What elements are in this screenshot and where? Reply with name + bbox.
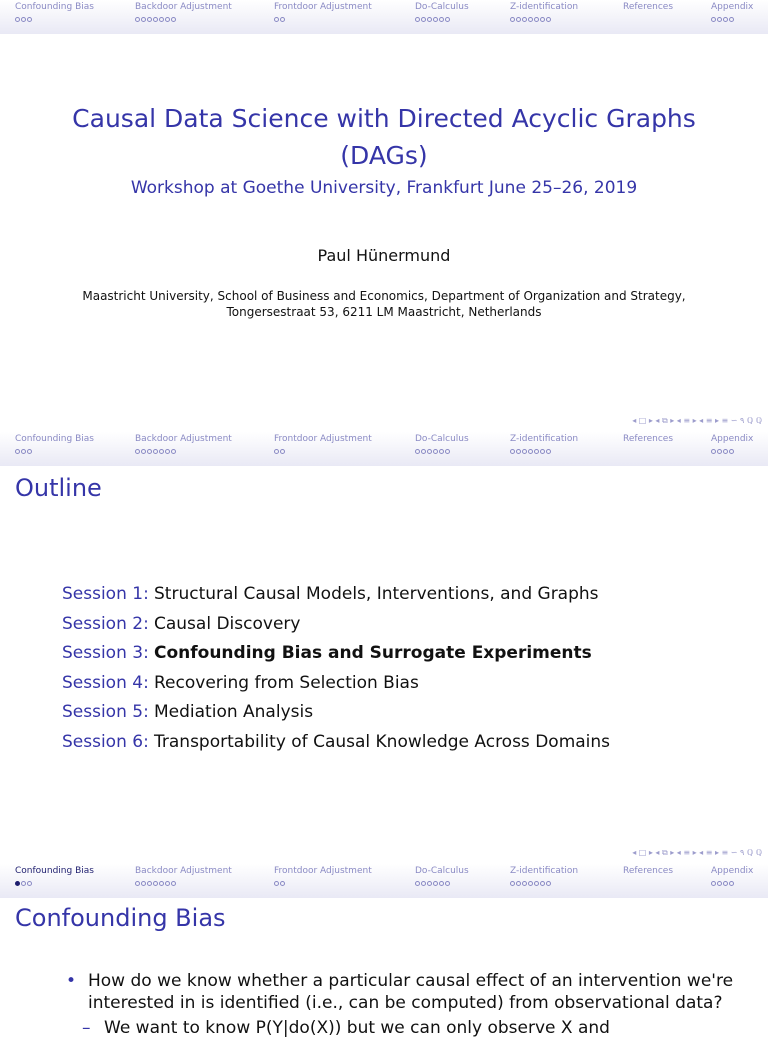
frame-dot-icon[interactable] — [510, 881, 515, 886]
frame-dot-icon[interactable] — [135, 17, 140, 22]
nav-frame-dots[interactable] — [510, 878, 578, 889]
slide-confounding-bias — [0, 864, 768, 1038]
frame-dot-icon[interactable] — [135, 449, 140, 454]
nav-section-frontdoor-adjustment[interactable] — [274, 2, 372, 25]
nav-section-label: References — [623, 2, 674, 12]
nav-section-backdoor-adjustment[interactable] — [135, 866, 232, 889]
frame-dot-icon[interactable] — [534, 449, 539, 454]
frame-dot-icon[interactable] — [546, 449, 551, 454]
slide-title-page — [0, 0, 768, 432]
session-description: Mediation Analysis — [154, 702, 314, 723]
frame-title: Confounding Bias — [15, 904, 226, 932]
frame-dot-icon[interactable] — [421, 17, 426, 22]
frame-dot-icon[interactable] — [433, 17, 438, 22]
nav-section-appendix[interactable] — [711, 434, 753, 457]
nav-section-references[interactable] — [623, 866, 673, 878]
affiliation-line-1: Maastricht University, School of Business and Economics, Department of Organization and Strategy, — [82, 289, 686, 303]
nav-section-confounding-bias[interactable] — [15, 434, 94, 457]
frame-dot-icon[interactable] — [510, 449, 515, 454]
frame-dot-icon[interactable] — [540, 449, 545, 454]
nav-frame-dots[interactable] — [510, 446, 578, 457]
frame-dot-icon[interactable] — [165, 17, 170, 22]
frame-dot-icon[interactable] — [27, 17, 32, 22]
session-description: Transportability of Causal Knowledge Across Domains — [154, 731, 611, 752]
frame-dot-icon[interactable] — [153, 17, 158, 22]
beamer-navigation-controls[interactable]: ◂ □ ▸ ◂ ⧉ ▸ ◂ ≡ ▸ ◂ ≡ ▸ ≡ ∽ ۹ ℚ ℚ — [632, 416, 762, 425]
frame-dot-icon[interactable] — [723, 881, 728, 886]
frame-dot-icon[interactable] — [280, 17, 285, 22]
nav-section-label: Z-identification — [510, 866, 579, 876]
frame-dot-icon[interactable] — [717, 17, 722, 22]
frame-dot-icon[interactable] — [171, 17, 176, 22]
frame-dot-icon[interactable] — [421, 449, 426, 454]
frame-dot-icon[interactable] — [15, 17, 20, 22]
frame-dot-icon[interactable] — [135, 881, 140, 886]
bullet-item — [66, 970, 746, 1014]
nav-section-label: Confounding Bias — [15, 866, 94, 876]
title-line-2: (DAGs) — [340, 141, 428, 170]
nav-section-confounding-bias[interactable] — [15, 2, 94, 25]
sub-bullet-text: We want to know P(Y|do(X)) but we can only observe X and — [104, 1018, 610, 1038]
nav-section-do-calculus[interactable] — [415, 2, 469, 25]
frame-dot-icon[interactable] — [141, 881, 146, 886]
nav-section-label: Confounding Bias — [15, 2, 94, 12]
nav-section-backdoor-adjustment[interactable] — [135, 434, 232, 457]
frame-dot-icon[interactable] — [445, 17, 450, 22]
nav-section-label: Appendix — [711, 866, 754, 876]
nav-section-do-calculus[interactable] — [415, 434, 469, 457]
frame-dot-icon[interactable] — [433, 881, 438, 886]
frame-dot-icon[interactable] — [528, 881, 533, 886]
frame-dot-icon[interactable] — [421, 881, 426, 886]
frame-dot-icon[interactable] — [711, 449, 716, 454]
nav-frame-dots[interactable] — [15, 14, 94, 25]
session-label: Session 4: — [62, 672, 149, 693]
session-description: Recovering from Selection Bias — [154, 672, 419, 693]
frame-dot-icon[interactable] — [522, 449, 527, 454]
nav-section-references[interactable] — [623, 2, 673, 14]
frame-dot-icon[interactable] — [540, 17, 545, 22]
bullet-icon: • — [66, 971, 77, 991]
nav-frame-dots[interactable] — [711, 878, 753, 889]
session-description: Confounding Bias and Surrogate Experiments — [154, 643, 592, 664]
nav-frame-dots[interactable] — [15, 446, 94, 457]
nav-frame-dots[interactable] — [415, 14, 469, 25]
nav-section-label: Do-Calculus — [415, 866, 469, 876]
nav-section-label: Confounding Bias — [15, 434, 94, 444]
nav-section-z-identification[interactable] — [510, 434, 578, 457]
frame-dot-icon[interactable] — [516, 17, 521, 22]
frame-dot-icon[interactable] — [729, 17, 734, 22]
nav-frame-dots[interactable] — [711, 446, 753, 457]
frame-dot-icon[interactable] — [528, 449, 533, 454]
session-description: Causal Discovery — [154, 613, 301, 634]
frame-dot-icon[interactable] — [546, 881, 551, 886]
outline-session-item — [62, 639, 610, 669]
frame-dot-icon[interactable] — [165, 449, 170, 454]
frame-dot-icon[interactable] — [427, 881, 432, 886]
nav-frame-dots[interactable] — [415, 878, 469, 889]
nav-section-label: Backdoor Adjustment — [135, 866, 232, 876]
frame-dot-icon[interactable] — [540, 881, 545, 886]
nav-section-frontdoor-adjustment[interactable] — [274, 434, 372, 457]
frame-dot-icon[interactable] — [147, 449, 152, 454]
session-outline-list — [62, 580, 610, 758]
sub-bullet-item — [66, 1017, 746, 1039]
frame-dot-icon[interactable] — [711, 881, 716, 886]
frame-dot-icon[interactable] — [427, 17, 432, 22]
nav-section-label: Backdoor Adjustment — [135, 2, 232, 12]
nav-frame-dots[interactable] — [135, 446, 232, 457]
frame-dot-icon[interactable] — [165, 881, 170, 886]
frame-dot-icon[interactable] — [415, 17, 420, 22]
nav-section-backdoor-adjustment[interactable] — [135, 2, 232, 25]
nav-frame-dots[interactable] — [274, 878, 372, 889]
session-label: Session 5: — [62, 702, 149, 723]
nav-section-references[interactable] — [623, 434, 673, 446]
frame-dot-icon[interactable] — [159, 881, 164, 886]
nav-section-label: Backdoor Adjustment — [135, 434, 232, 444]
session-label: Session 1: — [62, 584, 149, 604]
slide-outline — [0, 432, 768, 864]
frame-dot-icon[interactable] — [717, 881, 722, 886]
frame-dot-icon[interactable] — [21, 17, 26, 22]
presentation-subtitle: Workshop at Goethe University, Frankfurt June 25–26, 2019 — [130, 178, 638, 198]
frame-dot-icon[interactable] — [439, 449, 444, 454]
frame-dot-icon[interactable] — [546, 17, 551, 22]
title-line-1: Causal Data Science with Directed Acyclic Graphs — [72, 104, 696, 133]
presentation-title — [60, 100, 708, 174]
frame-dot-icon[interactable] — [147, 881, 152, 886]
session-label: Session 2: — [62, 613, 149, 634]
frame-dot-icon[interactable] — [15, 449, 20, 454]
author-name: Paul Hünermund — [317, 246, 451, 265]
nav-frame-dots[interactable] — [274, 14, 372, 25]
nav-frame-dots[interactable] — [135, 14, 232, 25]
nav-section-do-calculus[interactable] — [415, 866, 469, 889]
frame-dot-icon[interactable] — [280, 881, 285, 886]
dash-icon: – — [82, 1018, 91, 1038]
frame-dot-icon[interactable] — [717, 449, 722, 454]
nav-section-label: References — [623, 434, 674, 444]
outline-session-item — [62, 610, 610, 640]
nav-frame-dots[interactable] — [415, 446, 469, 457]
frame-dot-icon[interactable] — [522, 881, 527, 886]
frame-dot-icon[interactable] — [159, 449, 164, 454]
frame-dot-icon[interactable] — [274, 881, 279, 886]
section-navigation-bar — [0, 0, 768, 34]
session-label: Session 3: — [62, 643, 149, 664]
frame-dot-icon[interactable] — [415, 881, 420, 886]
frame-dot-icon[interactable] — [729, 881, 734, 886]
nav-section-label: Do-Calculus — [415, 434, 469, 444]
nav-frame-dots[interactable] — [711, 14, 753, 25]
frame-dot-icon[interactable] — [522, 17, 527, 22]
outline-session-item — [62, 669, 610, 699]
frame-dot-icon[interactable] — [445, 881, 450, 886]
nav-section-label: Frontdoor Adjustment — [274, 2, 372, 12]
frame-dot-icon[interactable] — [729, 449, 734, 454]
nav-section-label: Appendix — [711, 434, 754, 444]
frame-dot-icon[interactable] — [439, 881, 444, 886]
frame-dot-icon[interactable] — [141, 449, 146, 454]
frame-dot-icon[interactable] — [21, 449, 26, 454]
nav-frame-dots[interactable] — [15, 878, 94, 889]
nav-frame-dots[interactable] — [274, 446, 372, 457]
frame-dot-icon[interactable] — [141, 17, 146, 22]
frame-dot-icon[interactable] — [280, 449, 285, 454]
nav-section-appendix[interactable] — [711, 866, 753, 889]
frame-dot-icon[interactable] — [153, 449, 158, 454]
frame-dot-icon[interactable] — [21, 881, 26, 886]
frame-dot-icon[interactable] — [171, 881, 176, 886]
frame-dot-icon[interactable] — [711, 17, 716, 22]
frame-dot-icon[interactable] — [171, 449, 176, 454]
nav-section-z-identification[interactable] — [510, 2, 578, 25]
frame-dot-icon[interactable] — [445, 449, 450, 454]
frame-dot-icon[interactable] — [516, 881, 521, 886]
frame-dot-icon[interactable] — [27, 449, 32, 454]
frame-dot-icon[interactable] — [415, 449, 420, 454]
nav-section-z-identification[interactable] — [510, 866, 578, 889]
nav-section-label: Appendix — [711, 2, 754, 12]
nav-section-appendix[interactable] — [711, 2, 753, 25]
outline-session-item — [62, 728, 610, 758]
frame-dot-icon[interactable] — [433, 449, 438, 454]
beamer-navigation-controls[interactable]: ◂ □ ▸ ◂ ⧉ ▸ ◂ ≡ ▸ ◂ ≡ ▸ ≡ ∽ ۹ ℚ ℚ — [632, 848, 762, 857]
frame-dot-icon[interactable] — [723, 449, 728, 454]
author-affiliation — [40, 288, 728, 320]
frame-dot-icon[interactable] — [274, 449, 279, 454]
nav-section-label: Do-Calculus — [415, 2, 469, 12]
frame-dot-icon[interactable] — [15, 881, 20, 886]
session-label: Session 6: — [62, 731, 149, 752]
nav-section-label: Z-identification — [510, 2, 579, 12]
nav-section-frontdoor-adjustment[interactable] — [274, 866, 372, 889]
outline-session-item — [62, 580, 610, 610]
nav-section-label: Frontdoor Adjustment — [274, 434, 372, 444]
section-navigation-bar — [0, 432, 768, 466]
nav-section-label: Frontdoor Adjustment — [274, 866, 372, 876]
frame-dot-icon[interactable] — [274, 17, 279, 22]
nav-frame-dots[interactable] — [510, 14, 578, 25]
frame-dot-icon[interactable] — [427, 449, 432, 454]
section-navigation-bar — [0, 864, 768, 898]
frame-dot-icon[interactable] — [439, 17, 444, 22]
bullet-text: How do we know whether a particular causal effect of an intervention we're interested in is identified (i.e., can be computed) from observational data? — [88, 971, 734, 1013]
nav-frame-dots[interactable] — [135, 878, 232, 889]
frame-dot-icon[interactable] — [528, 17, 533, 22]
frame-dot-icon[interactable] — [510, 17, 515, 22]
frame-dot-icon[interactable] — [723, 17, 728, 22]
frame-dot-icon[interactable] — [516, 449, 521, 454]
frame-title: Outline — [15, 474, 102, 502]
frame-dot-icon[interactable] — [27, 881, 32, 886]
affiliation-line-2: Tongersestraat 53, 6211 LM Maastricht, Netherlands — [226, 305, 542, 319]
frame-dot-icon[interactable] — [159, 17, 164, 22]
nav-section-label: References — [623, 866, 674, 876]
frame-dot-icon[interactable] — [534, 881, 539, 886]
bullet-list — [66, 970, 746, 1039]
frame-dot-icon[interactable] — [153, 881, 158, 886]
session-description: Structural Causal Models, Interventions, and Graphs — [154, 584, 599, 604]
frame-dot-icon[interactable] — [147, 17, 152, 22]
nav-section-label: Z-identification — [510, 434, 579, 444]
outline-session-item — [62, 698, 610, 728]
frame-dot-icon[interactable] — [534, 17, 539, 22]
nav-section-confounding-bias[interactable] — [15, 866, 94, 889]
